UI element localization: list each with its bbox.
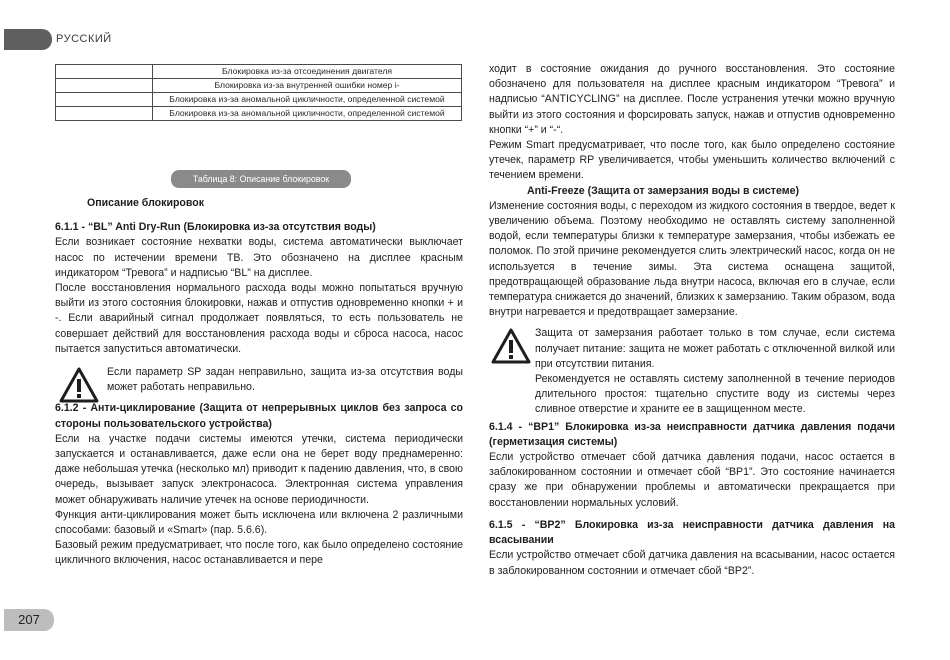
block-table [55, 64, 462, 121]
right-column [489, 62, 895, 579]
table-cell-code [56, 93, 153, 107]
warning-block [55, 365, 463, 395]
section-614-title: 6.1.4 - “BP1” Блокировка из-за неисправности датчика давления подачи (герметизация системы) [489, 420, 895, 448]
section-614-p: Если устройство отмечает сбой датчика давления подачи, насос остается в заблокированном состоянии и отмечает сбой “BP1”. Это состояние начинается сразу же при обнаружении проблемы и автоматически прекращается при восстановлении нормальных условий. [489, 451, 895, 509]
table-cell-code [56, 79, 153, 93]
warning-text-2b: Рекомендуется не оставлять систему заполненной в течение периодов длительного простоя: тщательно спустите воду из системы через сливное отверстие и храните ее в защищенном месте. [535, 373, 895, 416]
table-cell-desc: Блокировка из-за отсоединения двигателя [153, 65, 462, 79]
section-612-p3: Базовый режим предусматривает, что после того, как было определено состояние цикличного включения, насос останавливается и пере [55, 539, 463, 567]
section-612-title: 6.1.2 - Анти-циклирование (Защита от непрерывных циклов без запроса со стороны пользовательского устройства) [55, 402, 463, 430]
warning-icon [491, 328, 531, 364]
warning-icon [59, 367, 99, 403]
section-612-p2: Функция анти-циклирования может быть исключена или включена 2 различными способами: базовый и «Smart» (пар. 5.6.6). [55, 508, 463, 537]
language-tab [4, 29, 52, 50]
section-611-p1: Если возникает состояние нехватки воды, система автоматически выключает насос по истечении времени ТВ. Это обозначено на дисплее красным индикатором “Тревога” и надписью “BL” на дисплее. [55, 236, 463, 279]
section-611-p2: После восстановления нормального расхода воды можно попытаться вручную выйти из этого состояния блокировки, нажав и отпустив одновременно кнопки + и -. Если аварийный сигнал продолжает появляться, то есть пользователь не совершает действий для восстановления расхода воды и сброса насоса, насос пытается запуститься автоматически. [55, 282, 463, 355]
language-label: РУССКИЙ [56, 33, 112, 45]
table-row [56, 93, 462, 107]
section-611-title: 6.1.1 - “BL” Anti Dry-Run (Блокировка из-за отсутствия воды) [55, 221, 376, 234]
table-cell-desc: Блокировка из-за внутренней ошибки номер i- [153, 79, 462, 93]
page-number: 207 [4, 609, 54, 631]
warning-block-2 [489, 326, 895, 417]
table-cell-code [56, 65, 153, 79]
warning-text: Если параметр SP задан неправильно, защита из-за отсутствия воды может работать неправильно. [107, 366, 463, 394]
antifreeze-title: Anti-Freeze (Защита от замерзания воды в системе) [527, 184, 799, 197]
section-heading: Описание блокировок [87, 197, 205, 209]
table-row [56, 107, 462, 121]
anticycling-p1: ходит в состояние ожидания до ручного восстановления. Это состояние обозначено для пользователя на дисплее красным индикатором “Тревога” и надписью “ANTICYCLING” на дисплее. После устранения утечки можно вручную выйти из этого состояния и форсировать запуск, нажав и отпустив одновременно кнопки “+” и “-“. [489, 63, 895, 136]
table-cell-code [56, 107, 153, 121]
table-cell-desc: Блокировка из-за аномальной цикличности, определенной системой [153, 107, 462, 121]
table-cell-desc: Блокировка из-за аномальной цикличности, определенной системой [153, 93, 462, 107]
smart-mode-p: Режим Smart предусматривает, что после того, как было определено состояние утечек, параметр RP увеличивается, чтобы уменьшить количество включений с течением времени. [489, 139, 895, 182]
section-612-p1: Если на участке подачи системы имеются утечки, система периодически запускается и останавливается, даже если она не берет воду преднамеренно: даже небольшая утечка (несколько мл) приводит к падению давления, что, в свою очередь, вызывает запуск электронасоса. Электронная система управления может обнаруживать наличие утечек на основе периодичности. [55, 432, 463, 506]
table-row [56, 79, 462, 93]
warning-text-2: Защита от замерзания работает только в том случае, если система получает питание: защита не может работать с отключенной вилкой или при отсутствии питания. [535, 327, 895, 370]
table-row [56, 65, 462, 79]
section-615-p: Если устройство отмечает сбой датчика давления на всасывании, насос остается в заблокированном состоянии и отмечает сбой “BP2”. [489, 549, 895, 577]
table-caption: Таблица 8: Описание блокировок [171, 170, 351, 188]
left-column [55, 196, 463, 569]
section-615-title: 6.1.5 - “BP2” Блокировка из-за неисправности датчика давления на всасывании [489, 518, 895, 547]
antifreeze-p: Изменение состояния воды, с переходом из жидкого состояния в твердое, ведет к увеличению объема. Поэтому необходимо не оставлять систему заполненной водой, если температуры близки к температуре замерзания, чтобы избежать ее поломок. По этой причине рекомендуется слить электрический насос, когда он не используется в течение зимы. Эта система оснащена защитой, предотвращающей образование льда внутри насоса, включая его в случае, если температура снижается до значений, близких к замерзанию. Таким образом, вода внутри нагревается и предотвращает замерзание. [489, 199, 895, 319]
